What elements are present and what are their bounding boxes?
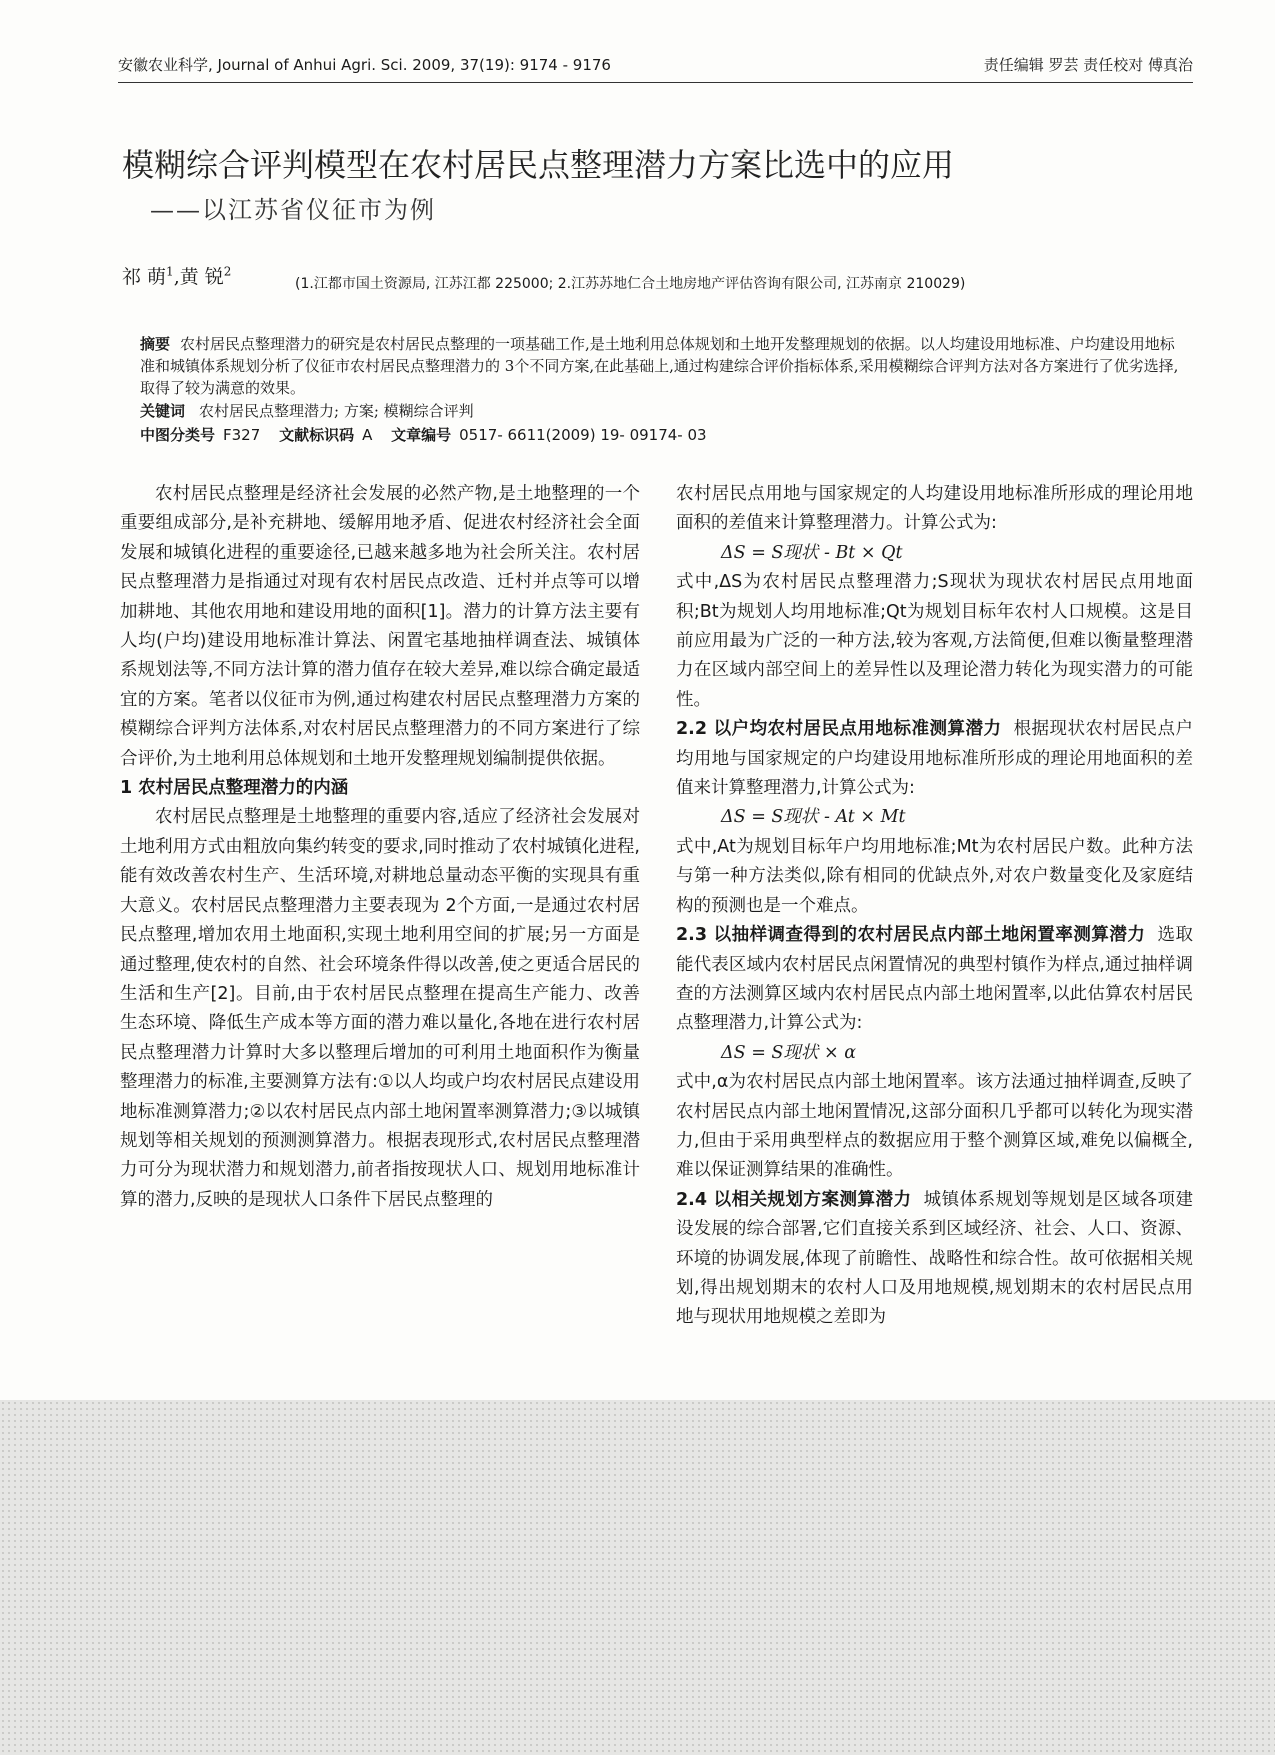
formula-3: ΔS = S现状 × α	[721, 1042, 857, 1063]
abstract	[140, 333, 1180, 399]
formula-1: ΔS = S现状 - Bt × Qt	[721, 542, 903, 563]
section-2-2-text: 根据现状农村居民点户均用地与国家规定的户均建设用地标准所形成的理论用地面积的差值来计算整理潜力,计算公式为:	[676, 719, 1193, 799]
author-1-mark: 1	[166, 264, 174, 279]
right-paragraph-2: 式中,ΔS为农村居民点整理潜力;S现状为现状农村居民点用地面积;Bt为规划人均用地标准;Qt为规划目标年农村人口规模。这是目前应用最为广泛的一种方法,较为客观,方法简便,但难以衡量整理潜力在区域内部空间上的差异性以及理论潜力转化为现实潜力的可能性。	[676, 572, 1193, 710]
section-2-4-text: 城镇体系规划等规划是区域各项建设发展的综合部署,它们直接关系到区域经济、社会、人口、资源、环境的协调发展,体现了前瞻性、战略性和综合性。故可依据相关规划,得出规划期末的农村人口及用地规模,规划期末的农村居民点用地与现状用地规模之差即为	[676, 1189, 1193, 1328]
author-1: 祁 萌	[122, 266, 167, 288]
keywords-text: 农村居民点整理潜力; 方案; 模糊综合评判	[199, 402, 474, 420]
author-2-mark: 2	[223, 264, 232, 279]
affiliation: (1.江都市国土资源局, 江苏江都 225000; 2.江苏苏地仁合土地房地产评估咨询有限公司, 江苏南京 210029)	[295, 276, 966, 292]
keywords	[140, 400, 474, 421]
paper-title: 模糊综合评判模型在农村居民点整理潜力方案比选中的应用	[122, 146, 955, 184]
classification-line	[140, 424, 721, 445]
doc-code-value: A	[362, 426, 373, 444]
paper-subtitle: ——以江苏省仪征市为例	[150, 196, 436, 224]
right-paragraph-1: 农村居民点用地与国家规定的人均建设用地标准所形成的理论用地面积的差值来计算整理潜力。计算公式为:	[676, 484, 1193, 534]
formula-2: ΔS = S现状 - At × Mt	[721, 807, 906, 828]
right-column	[676, 480, 1193, 1333]
section-2-4-heading: 2.4 以相关规划方案测算潜力	[676, 1189, 912, 1210]
section-1-heading: 1 农村居民点整理潜力的内涵	[120, 778, 349, 799]
section-1-paragraph: 农村居民点整理是土地整理的重要内容,适应了经济社会发展对土地利用方式由粗放向集约转变的要求,同时推动了农村城镇化进程,能有效改善农村生产、生活环境,对耕地总量动态平衡的实现具有重大意义。农村居民点整理潜力主要表现为 2个方面,一是通过农村居民点整理,增加农用土地面积,实现土地利用空间的扩展;另一方面是通过整理,使农村的自然、社会环境条件得以改善,使之更适合居民的生活和生产[2]。目前,由于农村居民点整理在提高生产能力、改善生态环境、降低生产成本等方面的潜力难以量化,各地在进行农村居民点整理潜力计算时大多以整理后增加的可利用土地面积作为衡量整理潜力的标准,主要测算方法有:①以人均或户均农村居民点建设用地标准测算潜力;②以农村居民点内部土地闲置率测算潜力;③以城镇规划等相关规划的预测测算潜力。根据表现形式,农村居民点整理潜力可分为现状潜力和规划潜力,前者指按现状人口、规划用地标准计算的潜力,反映的是现状人口条件下居民点整理的	[120, 807, 640, 1210]
editor-credits: 责任编辑 罗芸 责任校对 傅真治	[983, 56, 1193, 74]
abstract-label: 摘要	[140, 335, 171, 353]
right-paragraph-6: 式中,α为农村居民点内部土地闲置率。该方法通过抽样调查,反映了农村居民点内部土地闲置情况,这部分面积几乎都可以转化为现实潜力,但由于采用典型样点的数据应用于整个测算区域,难免以偏概全,难以保证测算结果的准确性。	[676, 1072, 1193, 1181]
authors	[122, 262, 231, 289]
section-2-2-heading: 2.2 以户均农村居民点用地标准测算潜力	[676, 719, 1002, 740]
author-2: ,黄 锐	[173, 266, 224, 288]
article-no-value: 0517- 6611(2009) 19- 09174- 03	[459, 426, 707, 444]
article-no-label: 文章编号	[391, 426, 452, 444]
keywords-label: 关键词	[140, 402, 186, 420]
section-2-3-text: 选取能代表区域内农村居民点闲置情况的典型村镇作为样点,通过抽样调查的方法测算区域内农村居民点内部土地闲置率,以此估算农村居民点整理潜力,计算公式为:	[676, 925, 1193, 1034]
clc-label: 中图分类号	[140, 426, 216, 444]
intro-paragraph: 农村居民点整理是经济社会发展的必然产物,是土地整理的一个重要组成部分,是补充耕地、缓解用地矛盾、促进农村经济社会全面发展和城镇化进程的重要途径,已越来越多地为社会所关注。农村居民点整理潜力是指通过对现有农村居民点改造、迁村并点等可以增加耕地、其他农用地和建设用地的面积[1]。潜力的计算方法主要有人均(户均)建设用地标准计算法、闲置宅基地抽样调查法、城镇体系规划法等,不同方法计算的潜力值存在较大差异,难以综合确定最适宜的方案。笔者以仪征市为例,通过构建农村居民点整理潜力方案的模糊综合评判方法体系,对农村居民点整理潜力的不同方案进行了综合评价,为土地利用总体规划和土地开发整理规划编制提供依据。	[120, 484, 640, 769]
section-2-3-heading: 2.3 以抽样调查得到的农村居民点内部土地闲置率测算潜力	[676, 925, 1146, 946]
journal-citation: 安徽农业科学, Journal of Anhui Agri. Sci. 2009, 37(19): 9174 - 9176	[118, 56, 611, 74]
right-paragraph-4: 式中,At为规划目标年户均用地标准;Mt为农村居民户数。此种方法与第一种方法类似,除有相同的优缺点外,对农户数量变化及家庭结构的预测也是一个难点。	[676, 836, 1193, 916]
scanner-background	[0, 1400, 1275, 1755]
left-column	[120, 480, 640, 1215]
doc-code-label: 文献标识码	[279, 426, 355, 444]
journal-header	[118, 50, 1193, 83]
abstract-text: 农村居民点整理潜力的研究是农村居民点整理的一项基础工作,是土地利用总体规划和土地开发整理规划的依据。以人均建设用地标准、户均建设用地标准和城镇体系规划分析了仪征市农村居民点整理潜力的 3个不同方案,在此基础上,通过构建综合评价指标体系,采用模糊综合评判方法对各方案进行了优劣选择,取得了较为满意的效果。	[140, 335, 1179, 397]
clc-value: F327	[223, 426, 261, 444]
